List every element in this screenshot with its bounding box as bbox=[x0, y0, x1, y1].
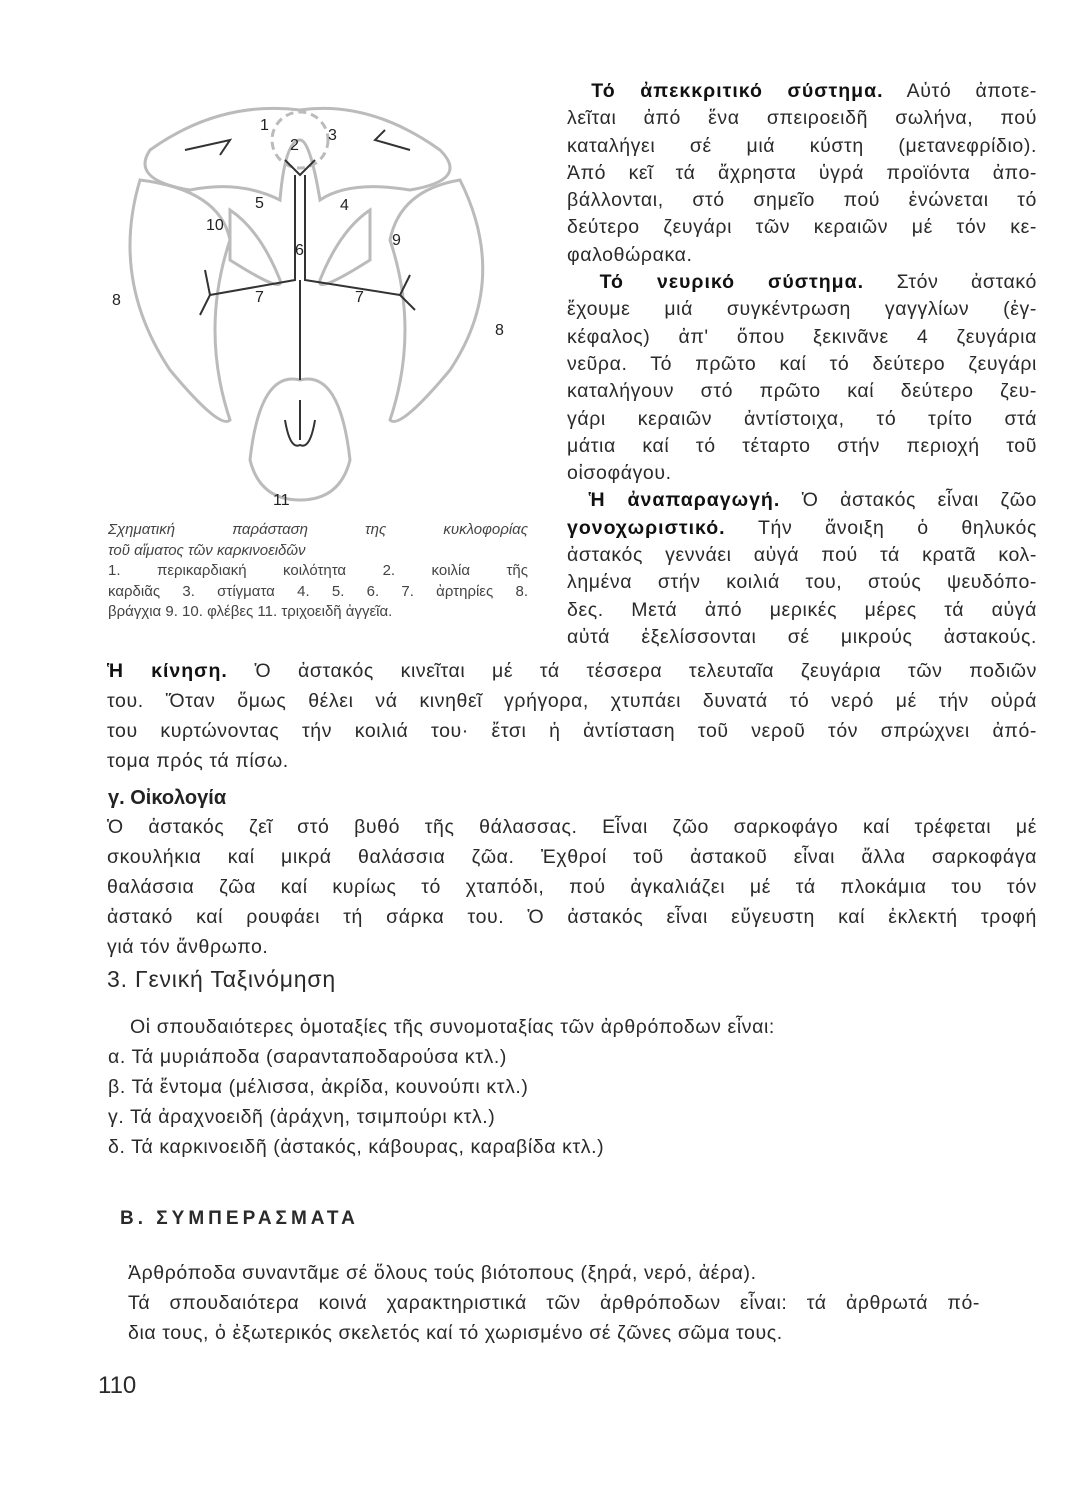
paragraph-line: Τά σπουδαιότερα κοινά χαρακτηριστικά τῶν ἀρθρόποδων εἶναι: τά ἀρθρωτά πό- bbox=[128, 1292, 980, 1314]
paragraph-line: Ἀρθρόποδα συναντᾶμε σέ ὅλους τούς βιότοπους (ξηρά, νερό, ἀέρα). bbox=[128, 1262, 757, 1284]
paragraph-line: γάρι κεραιῶν ἀντίστοιχα, τό τρίτο στά bbox=[567, 407, 1037, 430]
diagram-label: 7 bbox=[355, 289, 364, 306]
paragraph-line: καταλήγουν στό πρῶτο καί δεύτερο ζευ- bbox=[567, 380, 1037, 403]
paragraph-line: νεῦρα. Τό πρῶτο καί τό δεύτερο ζευγάρι bbox=[567, 352, 1037, 375]
paragraph-line: φαλοθώρακα. bbox=[567, 243, 693, 266]
paragraph-line: βάλλονται, στό σημεῖο πού ἑνώνεται τό bbox=[567, 189, 1037, 212]
paragraph-line: ἀστακός γεννάει αὐγά πού τά κρατᾶ κολ- bbox=[567, 544, 1037, 567]
caption-legend: 1. περικαρδιακή κοιλότητα 2. κοιλία τῆς bbox=[108, 562, 528, 579]
paragraph-line: αὐτά ἐξελίσσονται σέ μικρούς ἀστακούς. bbox=[567, 625, 1037, 648]
ecology-paragraph bbox=[107, 812, 1037, 962]
page-number: 110 bbox=[98, 1372, 137, 1399]
list-item: β. Τά ἔντομα (μέλισσα, ἀκρίδα, κουνούπι κτλ.) bbox=[108, 1076, 529, 1098]
right-column-text bbox=[567, 78, 1037, 651]
paragraph-line: κέφαλος) ἀπ' ὅπου ξεκινᾶνε 4 ζευγάρια bbox=[567, 325, 1037, 348]
diagram-label: 8 bbox=[495, 322, 504, 339]
paragraph-line: του κυρτώνοντας τήν κοιλιά του· ἔτσι ἡ ἀντίσταση τοῦ νεροῦ τόν σπρώχνει ἀπό- bbox=[107, 720, 1037, 742]
paragraph-line: Ἡ ἀναπαραγωγή. Ὁ ἀστακός εἶναι ζῶο bbox=[588, 489, 1037, 512]
taxonomy-heading: 3. Γενική Ταξινόμηση bbox=[107, 966, 336, 992]
diagram-label: 11 bbox=[273, 492, 290, 509]
conclusions-heading: Β. ΣΥΜΠΕΡΑΣΜΑΤΑ bbox=[120, 1208, 359, 1229]
diagram-label: 4 bbox=[340, 197, 349, 214]
diagram-label: 3 bbox=[328, 127, 337, 144]
caption-legend: βράγχια 9. 10. φλέβες 11. τριχοειδῆ ἀγγεῖα. bbox=[108, 603, 393, 620]
caption-legend: καρδιᾶς 3. στίγματα 4. 5. 6. 7. ἀρτηρίες 8. bbox=[108, 582, 528, 600]
paragraph-line: ἀστακό καί ρουφάει τή σάρκα του. Ὁ ἀστακός εἶναι εὔγευστη καί ἐκλεκτή τροφή bbox=[107, 906, 1037, 928]
list-item: γ. Τά ἀραχνοειδῆ (ἀράχνη, τσιμπούρι κτλ.) bbox=[108, 1106, 496, 1128]
caption-title: Σχηματική παράσταση της κυκλοφορίας bbox=[108, 521, 528, 538]
diagram-label: 1 bbox=[260, 117, 269, 134]
list-item: α. Τά μυριάποδα (σαρανταποδαρούσα κτλ.) bbox=[108, 1046, 507, 1068]
figure-caption bbox=[108, 520, 528, 623]
movement-paragraph bbox=[107, 656, 1037, 776]
paragraph-line: τομα πρός τά πίσω. bbox=[107, 750, 289, 772]
paragraph-line: Τό νευρικό σύστημα. Στόν ἀστακό bbox=[599, 271, 1037, 294]
paragraph-line: Ἀπό κεῖ τά ἄχρηστα ὑγρά προϊόντα ἀπο- bbox=[567, 161, 1037, 184]
paragraph-line: λεῖται ἀπό ἕνα σπειροειδῆ σωλήνα, πού bbox=[567, 107, 1037, 130]
caption-title: τοῦ αἵματος τῶν καρκινοειδῶν bbox=[108, 541, 306, 559]
paragraph-line: μάτια καί τό τέταρτο στήν περιοχή τοῦ bbox=[567, 434, 1037, 457]
conclusions-paragraph bbox=[128, 1258, 980, 1348]
taxonomy-intro: Οἱ σπουδαιότερες ὁμοταξίες τῆς συνομοταξίας τῶν ἀρθρόποδων εἶναι: bbox=[130, 1016, 775, 1038]
paragraph-line: γιά τόν ἄνθρωπο. bbox=[107, 936, 269, 958]
paragraph-line: δεύτερο ζευγάρι τῶν κεραιῶν μέ τόν κε- bbox=[567, 216, 1037, 239]
taxonomy-list bbox=[108, 1012, 948, 1162]
paragraph-line: του. Ὅταν ὅμως θέλει νά κινηθεῖ γρήγορα, χτυπάει δυνατά τό νερό μέ τήν οὐρά bbox=[107, 690, 1037, 712]
circulation-diagram bbox=[110, 80, 530, 510]
ecology-heading: γ. Οἰκολογία bbox=[108, 787, 227, 809]
paragraph-line: Τό ἀπεκκριτικό σύστημα. Αὐτό ἀποτε- bbox=[591, 80, 1037, 102]
diagram-label: 8 bbox=[112, 292, 121, 309]
paragraph-line: Ἡ κίνηση. Ὁ ἀστακός κινεῖται μέ τά τέσσερα τελευταῖα ζευγάρια τῶν ποδιῶν bbox=[107, 660, 1037, 682]
paragraph-line: ἔχουμε μιά συγκέντρωση γαγγλίων (ἐγ- bbox=[567, 298, 1037, 321]
diagram-label: 5 bbox=[255, 195, 264, 212]
list-item: δ. Τά καρκινοειδῆ (ἀστακός, κάβουρας, καραβίδα κτλ.) bbox=[108, 1136, 605, 1158]
diagram-label: 10 bbox=[206, 217, 224, 234]
diagram-label: 2 bbox=[290, 137, 299, 154]
paragraph-line: λημένα στήν κοιλιά του, στούς ψευδόπο- bbox=[567, 571, 1037, 594]
diagram-label: 7 bbox=[255, 289, 264, 306]
paragraph-line: θαλάσσια ζῶα καί κυρίως τό χταπόδι, πού ἀγκαλιάζει μέ τά πλοκάμια του τόν bbox=[107, 876, 1037, 898]
paragraph-line: δες. Μετά ἀπό μερικές μέρες τά αὐγά bbox=[567, 598, 1037, 621]
paragraph-line: σκουλήκια καί μικρά θαλάσσια ζῶα. Ἐχθροί τοῦ ἀστακοῦ εἶναι ἄλλα σαρκοφάγα bbox=[107, 846, 1037, 868]
paragraph-line: Ὁ ἀστακός ζεῖ στό βυθό τῆς θάλασσας. Εἶναι ζῶο σαρκοφάγο καί τρέφεται μέ bbox=[107, 816, 1037, 838]
paragraph-line: καταλήγει σέ μιά κύστη (μετανεφρίδιο). bbox=[567, 134, 1037, 157]
paragraph-line: γονοχωριστικό. Τήν ἄνοιξη ὁ θηλυκός bbox=[567, 516, 1037, 539]
diagram-label: 6 bbox=[295, 242, 304, 259]
paragraph-line: δια τους, ὁ ἐξωτερικός σκελετός καί τό χωρισμένο σέ ζῶνες σῶμα τους. bbox=[128, 1322, 783, 1344]
paragraph-line: οἰσοφάγου. bbox=[567, 462, 672, 485]
diagram-label: 9 bbox=[392, 232, 401, 249]
